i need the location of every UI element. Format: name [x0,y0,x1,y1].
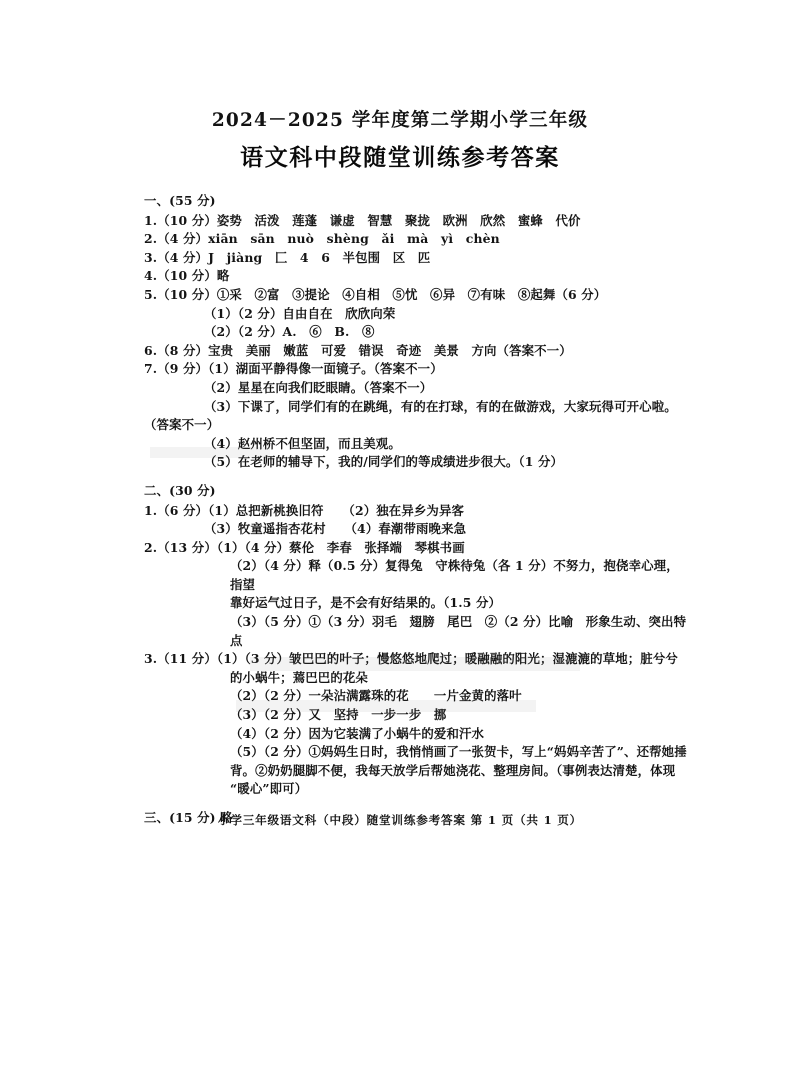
section-heading-1: 一、(55 分) [144,193,216,208]
answer-line: （3）下课了，同学们有的在跳绳，有的在打球，有的在做游戏，大家玩得可开心啦。 [204,398,677,414]
section-heading-2: 二、(30 分) [144,482,216,498]
document-title-block [0,110,800,173]
answer-line: 1.（6 分）（1）总把新桃换旧符 （2）独在异乡为异客 [144,502,465,518]
answer-line: （2）星星在向我们眨眼睛。（答案不一） [204,379,433,395]
answer-line: （2）（2 分）一朵沾满露珠的花 一片金黄的落叶 [230,688,522,704]
answer-line: （1）（2 分）自由自在 欣欣向荣 [204,305,396,321]
answer-line: （2）（4 分）释（0.5 分）复得兔 守株待兔（各 1 分）不努力，抱侥幸心理，指望 [230,558,679,592]
answer-line: （3）牧童遥指杏花村 （4）春潮带雨晚来急 [204,521,467,537]
answer-line: 3.（4 分）J jiàng 匚 4 6 半包围 区 匹 [144,249,431,265]
answer-line: 5.（10 分）①采 ②富 ③提论 ④自相 ⑤忧 ⑥异 ⑦有味 ⑧起舞（6 分） [144,286,607,302]
answer-content [144,192,689,829]
answer-line: （5）（2 分）①妈妈生日时，我悄悄画了一张贺卡，写上“妈妈辛苦了”、还帮她捶 [230,744,687,760]
answer-line: 2.（13 分）（1）（4 分）蔡伦 李春 张择端 琴棋书画 [144,539,465,555]
title-line-academic-year: 2024－2025 学年度第二学期小学三年级 [211,110,589,131]
section-heading-3: 三、(15 分) 略 [144,810,233,825]
answer-line: 靠好运气过日子，是不会有好结果的。（1.5 分） [230,595,502,611]
answer-line: 的小蜗牛；蔫巴巴的花朵 [230,669,368,685]
answer-line: 2.（4 分）xiān sān nuò shèng ǎi mà yì chèn [144,231,500,247]
answer-line: 6.（8 分）宝贵 美丽 嫩蓝 可爱 错误 奇迹 美景 方向（答案不一） [144,342,572,358]
answer-line: 7.（9 分）（1）湖面平静得像一面镜子。（答案不一） [144,361,443,377]
answer-line: 4.（10 分）略 [144,268,230,284]
answer-line: （4）（2 分）因为它装满了小蜗牛的爱和汗水 [230,725,485,741]
answer-line: 1.（10 分）姿势 活泼 莲蓬 谦虚 智慧 聚拢 欧洲 欣然 蜜蜂 代价 [144,212,581,228]
answer-line: （3）（5 分）①（3 分）羽毛 翅膀 尾巴 ②（2 分）比喻 形象生动、突出特点 [230,614,687,648]
answer-line: 3.（11 分）（1）（3 分）皱巴巴的叶子；慢悠悠地爬过；暖融融的阳光；湿漉漉的草地；脏兮兮 [144,651,678,667]
answer-line: （3）（2 分）又 坚持 一步一步 挪 [230,707,447,723]
answer-line: “暖心”即可） [230,781,308,797]
answer-line: （4）赵州桥不但坚固，而且美观。 [204,435,401,451]
page-footer: 小学三年级语文科（中段）随堂训练参考答案 第 1 页（共 1 页） [217,813,583,827]
answer-line: （5）在老师的辅导下，我的/同学们的等成绩进步很大。（1 分） [204,454,564,470]
answer-line: 背。②奶奶腿脚不便，我每天放学后帮她浇花、整理房间。（事例表达清楚，体现 [230,762,676,778]
answer-line: （2）（2 分）A. ⑥ B. ⑧ [204,324,375,340]
title-line-subject: 语文科中段随堂训练参考答案 [240,145,560,172]
answer-line: （答案不一） [144,417,220,433]
